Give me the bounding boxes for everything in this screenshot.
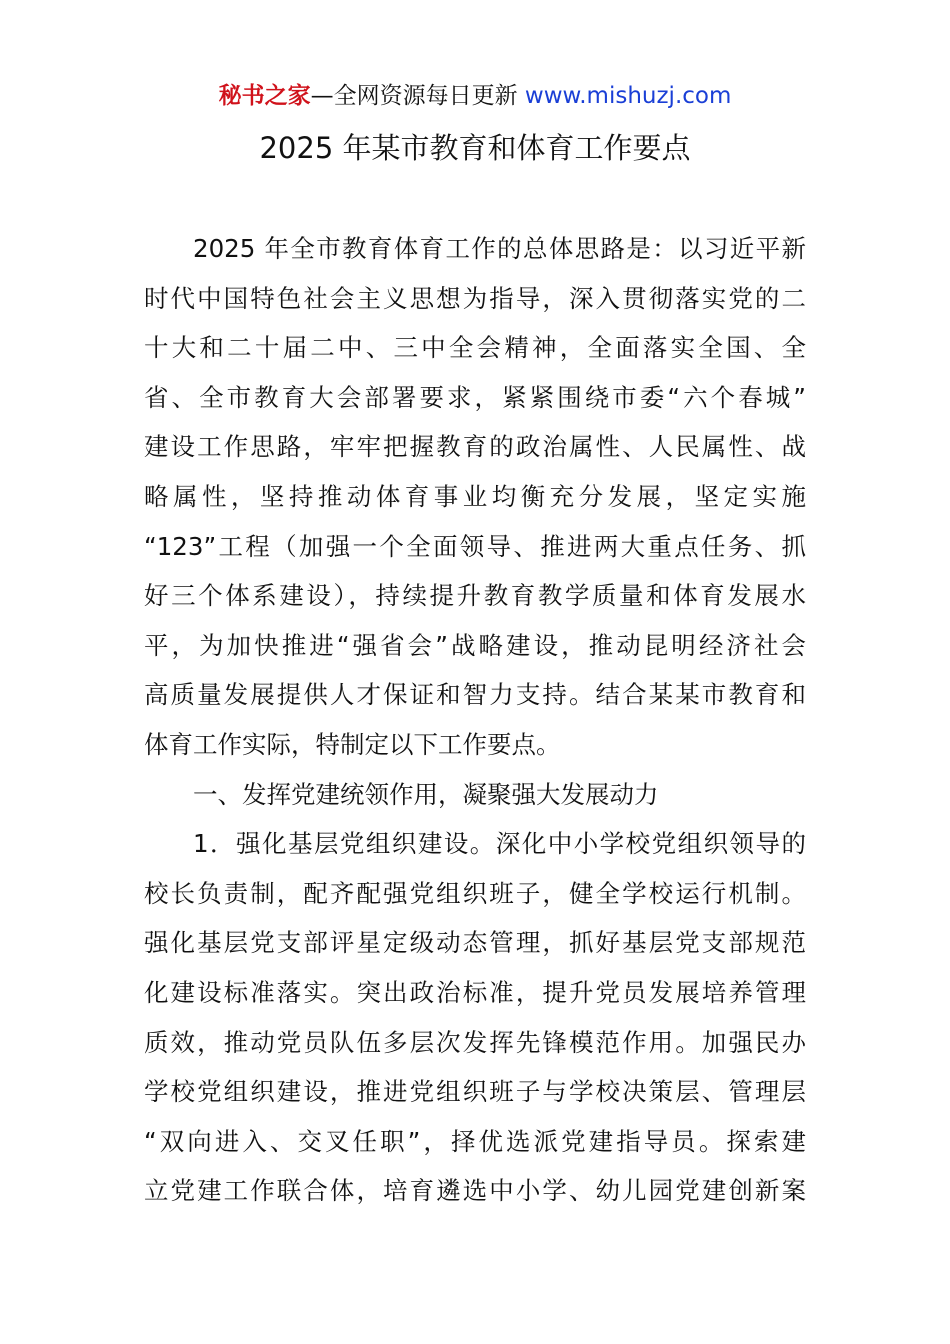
site-tagline: —全网资源每日更新 — [310, 83, 525, 109]
paragraph-line: 时代中国特色社会主义思想为指导，深入贯彻落实党的二 — [144, 283, 806, 313]
paragraph-line: 学校党组织建设，推进党组织班子与学校决策层、管理层 — [144, 1077, 806, 1107]
paragraph-line: 立党建工作联合体，培育遴选中小学、幼儿园党建创新案 — [144, 1176, 806, 1206]
paragraph-line: 好三个体系建设），持续提升教育教学质量和体育发展水 — [144, 581, 806, 611]
paragraph-line: 十大和二十届二中、三中全会精神，全面落实全国、全 — [144, 333, 806, 363]
document-title: 2025 年某市教育和体育工作要点 — [259, 131, 691, 165]
paragraph-line: 建设工作思路，牢牢把握教育的政治属性、人民属性、战 — [144, 432, 806, 462]
paragraph-line: 省、全市教育大会部署要求，紧紧围绕市委“六个春城” — [144, 382, 806, 412]
paragraph-line: 1．强化基层党组织建设。深化中小学校党组织领导的 — [193, 829, 806, 859]
paragraph-line: 高质量发展提供人才保证和智力支持。结合某某市教育和 — [144, 680, 806, 710]
paragraph-line: 平，为加快推进“强省会”战略建设，推动昆明经济社会 — [144, 630, 806, 660]
section-heading: 一、发挥党建统领作用，凝聚强大发展动力 — [193, 779, 659, 809]
paragraph-line: “双向进入、交叉任职”，择优选派党建指导员。探索建 — [144, 1126, 806, 1156]
site-url-link[interactable]: www.mishuzj.com — [524, 83, 732, 109]
paragraph-line: 体育工作实际，特制定以下工作要点。 — [144, 729, 561, 759]
paragraph-line: 略属性，坚持推动体育事业均衡充分发展，坚定实施 — [144, 481, 806, 511]
paragraph-line: 2025 年全市教育体育工作的总体思路是：以习近平新 — [193, 234, 806, 263]
paragraph-line: 质效，推动党员队伍多层次发挥先锋模范作用。加强民办 — [144, 1027, 806, 1057]
site-brand: 秘书之家 — [218, 83, 311, 109]
site-banner — [0, 80, 950, 112]
paragraph-line: 化建设标准落实。突出政治标准，提升党员发展培养管理 — [144, 977, 806, 1007]
paragraph-line: 校长负责制，配齐配强党组织班子，健全学校运行机制。 — [144, 878, 806, 908]
document-body — [144, 224, 806, 1216]
paragraph-line: “123”工程（加强一个全面领导、推进两大重点任务、抓 — [144, 531, 806, 561]
paragraph-line: 强化基层党支部评星定级动态管理，抓好基层党支部规范 — [144, 928, 806, 958]
